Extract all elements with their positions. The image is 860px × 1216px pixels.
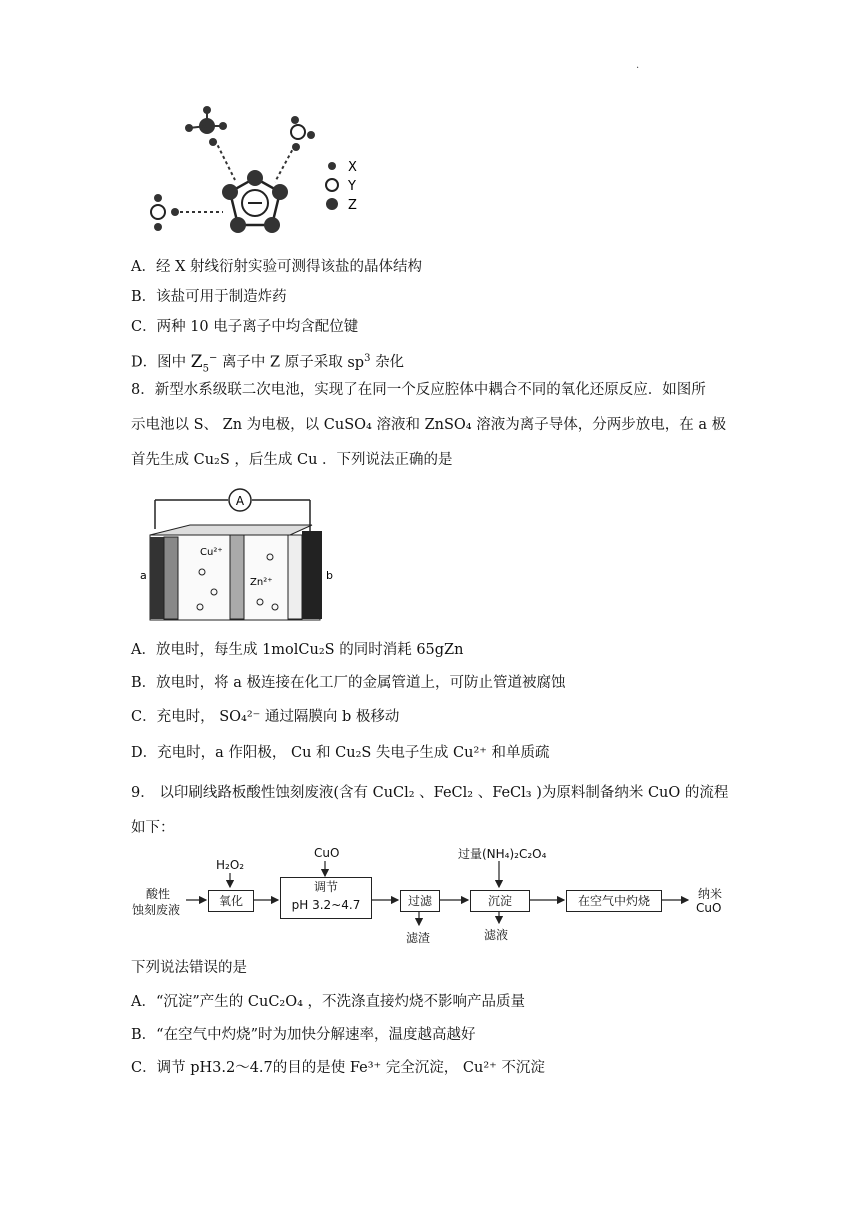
q9-stem-1: 9． 以印刷线路板酸性蚀刻废液(含有 CuCl₂ 、FeCl₂ 、FeCl₃ )为原料制备纳米 CuO 的流程: [131, 785, 729, 801]
q8-option-d: D．充电时，a 作阳极， Cu 和 Cu₂S 失电子生成 Cu²⁺ 和单质疏: [131, 745, 550, 761]
flow-end-1: 纳米: [698, 887, 723, 901]
flow-box-precipitate: 沉淀: [470, 890, 530, 912]
q9-stem-2: 如下：: [131, 820, 175, 836]
flow-out-filtrate: 滤液: [484, 928, 509, 942]
electrode-a-label: a: [140, 569, 147, 582]
q7-option-b: B．该盐可用于制造炸药: [131, 289, 287, 305]
molecule-figure: [145, 100, 385, 245]
flow-add-oxalate: 过量(NH₄)₂C₂O₄: [458, 847, 547, 861]
q8-option-c: C．充电时， SO₄²⁻ 通过隔膜向 b 极移动: [131, 709, 400, 725]
page-mark: .: [636, 60, 640, 71]
q7-option-a: A．经 X 射线衍射实验可测得该盐的晶体结构: [131, 259, 423, 275]
flow-out-residue: 滤渣: [406, 931, 431, 945]
electrode-b-label: b: [326, 569, 333, 582]
flow-box-oxidize: 氧化: [208, 890, 254, 912]
flow-box-calcine: 在空气中灼烧: [566, 890, 662, 912]
flow-start-2: 蚀刻废液: [132, 903, 181, 917]
flow-add-cuo: CuO: [314, 846, 340, 860]
q8-stem-3: 首先生成 Cu₂S ，后生成 Cu ．下列说法正确的是: [131, 452, 453, 468]
q8-stem-2: 示电池以 S、 Zn 为电极，以 CuSO₄ 溶液和 ZnSO₄ 溶液为离子导体，分两步放电，在 a 极: [131, 417, 727, 433]
flow-box-adjust: 调节 pH 3.2~4.7: [280, 877, 372, 919]
q7-option-c: C．两种 10 电子离子中均含配位键: [131, 319, 359, 335]
battery-figure: [130, 487, 340, 627]
q8-stem-1: 8．新型水系级联二次电池，实现了在同一个反应腔体中耦合不同的氧化还原反应．如图所: [131, 382, 706, 398]
q9-option-a: A．“沉淀”产生的 CuC₂O₄ ，不洗涤直接灼烧不影响产品质量: [131, 994, 526, 1010]
cu-ion-label: Cu²⁺: [200, 547, 223, 558]
flow-chart: [128, 843, 738, 948]
q8-option-a: A．放电时，每生成 1molCu₂S 的同时消耗 65gZn: [131, 642, 464, 658]
q7-option-d: D．图中 $Z_5^-$ 离子中 Z 原子采取 $sp^3$ 杂化: [131, 351, 405, 375]
q9-ask: 下列说法错误的是: [131, 960, 247, 976]
flow-end-2: CuO: [696, 901, 722, 915]
legend-x: X: [348, 160, 357, 175]
flow-start-1: 酸性: [146, 887, 171, 901]
flow-box-filter: 过滤: [400, 890, 440, 912]
ammeter-label: A: [235, 494, 245, 508]
q8-option-b: B．放电时，将 a 极连接在化工厂的金属管道上，可防止管道被腐蚀: [131, 675, 566, 691]
zn-ion-label: Zn²⁺: [250, 577, 273, 588]
q9-option-c: C．调节 pH3.2～4.7的目的是使 Fe³⁺ 完全沉淀， Cu²⁺ 不沉淀: [131, 1060, 545, 1076]
legend-z: Z: [348, 198, 357, 213]
legend-y: Y: [348, 179, 356, 194]
flow-add-h2o2: H₂O₂: [216, 858, 245, 872]
q9-option-b: B．“在空气中灼烧”时为加快分解速率，温度越高越好: [131, 1027, 476, 1043]
